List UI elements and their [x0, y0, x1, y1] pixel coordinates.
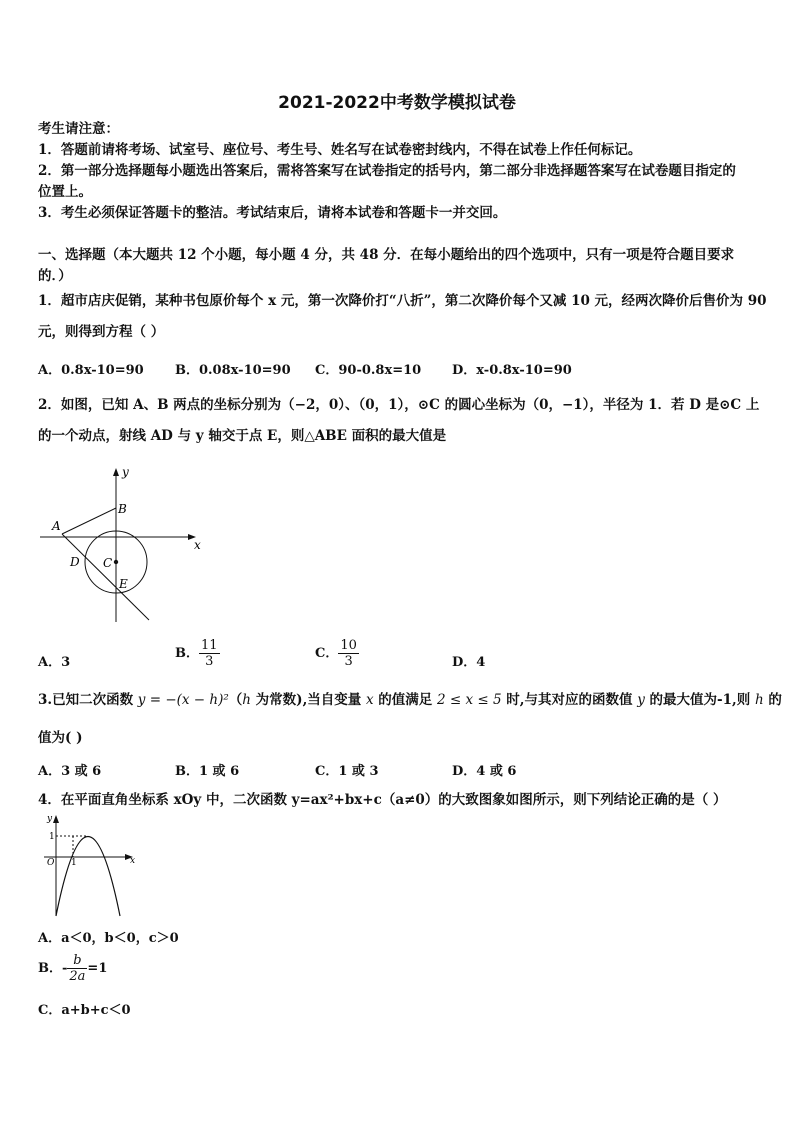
q3-mid5: 的最大值为-1,则	[644, 692, 755, 708]
q3-option-b: B．1 或 6	[175, 764, 240, 779]
section-heading: 一、选择题（本大题共 12 个小题，每小题 4 分，共 48 分．在每小题给出的四个选项中，只有一项是符合题目要求	[38, 247, 735, 263]
q2-label-e: E	[119, 577, 128, 591]
notice-item-1: 1．答题前请将考场、试室号、座位号、考生号、姓名写在试卷密封线内，不得在试卷上作任何标记。	[38, 142, 642, 158]
q4-label-x: x	[130, 856, 136, 866]
q3-var-h2: h	[754, 692, 764, 708]
q3-var-h1: h	[242, 692, 251, 708]
q2-segment-ab	[62, 508, 116, 534]
q1-stem: 1．超市店庆促销，某种书包原价每个 x 元，第一次降价打“八折”，第二次降价每个又减 10 元，经两次降价后售价为 90	[38, 293, 767, 309]
q4-label-one-y: 1	[49, 832, 55, 842]
q2-option-b	[175, 638, 220, 669]
q4-option-b-den: 2a	[69, 969, 86, 984]
q2-y-arrow	[113, 468, 119, 476]
q3-var-x: x	[365, 692, 374, 708]
q1-option-c: C．90-0.8x=10	[315, 363, 422, 378]
q2-label-x: x	[194, 538, 201, 552]
q3-mid4: 时,与其对应的函数值	[501, 692, 638, 708]
q4-option-b-fraction	[67, 953, 87, 984]
q3-option-a: A．3 或 6	[38, 764, 102, 779]
q3-mid3: 的值满足	[373, 692, 438, 708]
notice-heading: 考生请注意：	[38, 121, 119, 137]
q3-suffix: 的	[763, 692, 782, 708]
q3-mid2: 为常数),当自变量	[250, 692, 366, 708]
q4-option-b-suffix: =1	[87, 961, 108, 976]
q3-range: 2 ≤ x ≤ 5	[437, 692, 502, 708]
q3-stem	[38, 690, 782, 710]
q4-option-b	[38, 953, 107, 984]
page-title: 2021-2022中考数学模拟试卷	[278, 93, 516, 113]
q1-stem-cont: 元，则得到方程（ ）	[38, 324, 165, 340]
q4-figure	[36, 812, 140, 920]
q2-ray-ad	[62, 534, 149, 620]
q3-option-c: C．1 或 3	[315, 764, 379, 779]
q2-option-c-den: 3	[344, 654, 353, 669]
q2-label-d: D	[70, 555, 80, 569]
q2-label-a: A	[52, 519, 61, 533]
q3-mid1: （	[228, 692, 243, 708]
q3-option-d: D．4 或 6	[452, 764, 517, 779]
q3-formula: y = −(x − h)²	[137, 692, 229, 708]
q1-option-b: B．0.08x-10=90	[175, 363, 291, 378]
notice-item-3: 3．考生必须保证答题卡的整洁。考试结束后，请将本试卷和答题卡一并交回。	[38, 205, 507, 221]
q2-stem: 2．如图，已知 A、B 两点的坐标分别为（−2，0）、（0，1），⊙C 的圆心坐标为（0，−1），半径为 1．若 D 是⊙C 上	[38, 397, 760, 413]
q2-option-c-num: 10	[340, 638, 357, 653]
q4-option-b-prefix: B．-	[38, 961, 68, 976]
q4-option-b-num: b	[67, 953, 87, 969]
q2-stem-cont: 的一个动点，射线 AD 与 y 轴交于点 E，则△ABE 面积的最大值是	[38, 428, 447, 444]
q2-figure	[36, 462, 206, 627]
q2-option-b-prefix: B．	[175, 646, 199, 661]
section-heading-cont: 的．）	[38, 268, 72, 284]
q3-prefix: 3.已知二次函数	[38, 692, 138, 708]
q3-stem-cont: 值为( )	[38, 730, 83, 746]
q2-label-b: B	[118, 502, 127, 516]
q2-label-y: y	[122, 465, 129, 479]
q2-option-b-den: 3	[205, 654, 214, 669]
q2-option-c-prefix: C．	[315, 646, 339, 661]
q2-option-d: D．4	[452, 655, 486, 670]
notice-item-2: 2．第一部分选择题每小题选出答案后，需将答案写在试卷指定的括号内，第二部分非选择题答案写在试卷题目指定的	[38, 163, 736, 179]
q4-y-arrow	[53, 815, 59, 823]
q2-center-point	[114, 560, 118, 564]
q4-option-c: C．a+b+c＜0	[38, 1003, 131, 1018]
q2-option-b-fraction	[199, 638, 220, 669]
q2-option-c-fraction	[338, 638, 359, 669]
q3-var-y: y	[637, 692, 645, 708]
q2-option-c	[315, 638, 359, 669]
q4-label-one-x: 1	[71, 858, 77, 868]
q4-parabola	[56, 837, 120, 917]
q2-label-c: C	[103, 556, 113, 570]
q1-option-a: A．0.8x-10=90	[38, 363, 144, 378]
q2-option-a: A．3	[38, 655, 71, 670]
q2-option-b-num: 11	[201, 638, 218, 653]
q4-option-a: A．a＜0，b＜0，c＞0	[38, 931, 179, 946]
notice-item-2-cont: 位置上。	[38, 184, 92, 200]
q4-label-y: y	[47, 814, 53, 824]
q4-stem: 4．在平面直角坐标系 xOy 中，二次函数 y=ax²+bx+c（a≠0）的大致图象如图所示，则下列结论正确的是（ ）	[38, 792, 727, 808]
q4-label-o: O	[47, 858, 55, 868]
q1-option-d: D．x-0.8x-10=90	[452, 363, 572, 378]
